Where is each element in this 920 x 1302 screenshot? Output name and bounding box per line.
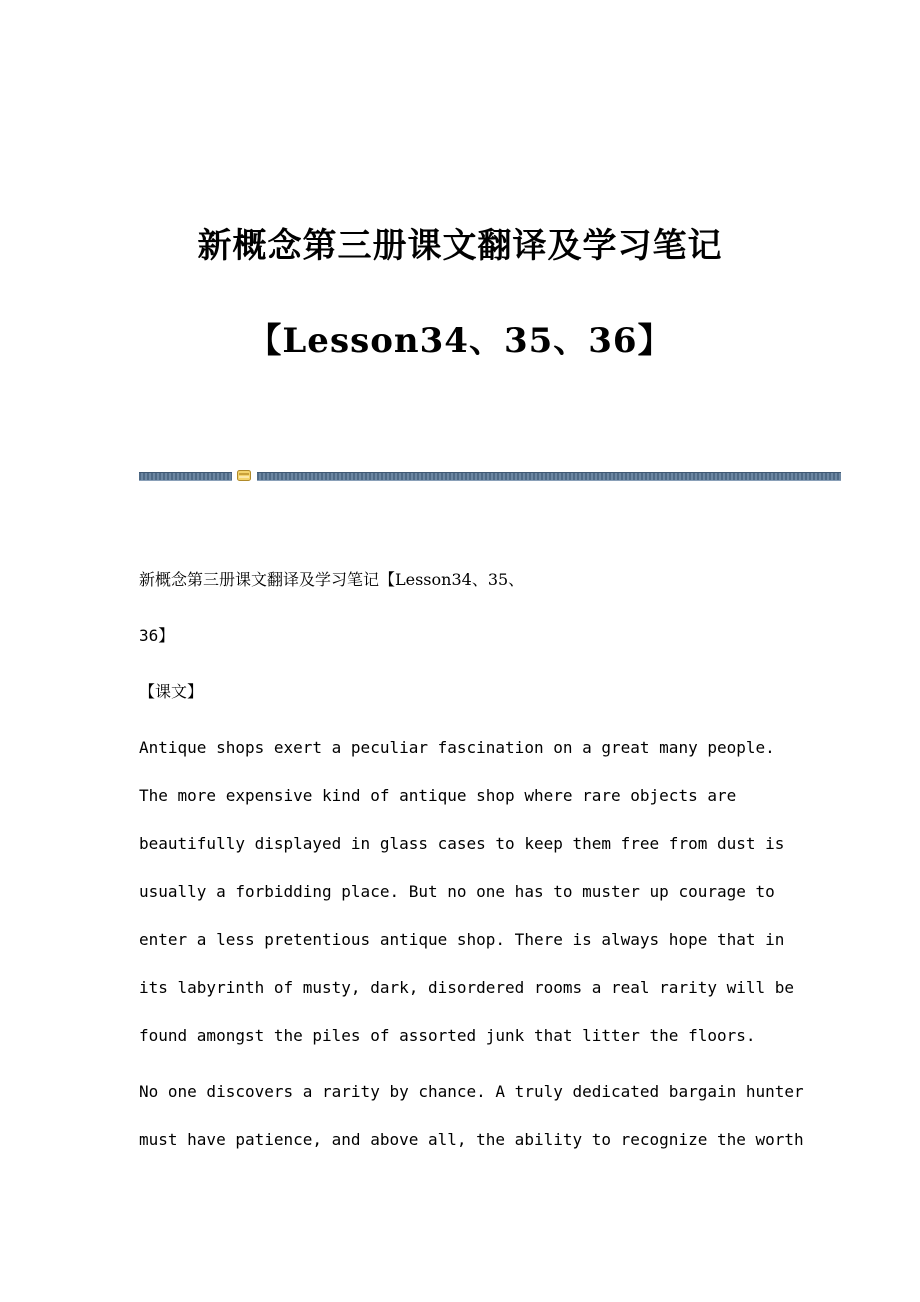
paragraph-2-line: must have patience, and above all, the ability to recognize the worth	[139, 1130, 804, 1149]
paragraph-1-line: usually a forbidding place. But no one has to muster up courage to	[139, 882, 775, 901]
document-title: 新概念第三册课文翻译及学习笔记	[197, 226, 723, 266]
document-title-lesson: 【Lesson34、35、36】	[247, 321, 673, 361]
paragraph-1-line: found amongst the piles of assorted junk that litter the floors.	[139, 1026, 756, 1045]
paragraph-1-line: Antique shops exert a peculiar fascination on a great many people.	[139, 738, 775, 757]
divider-bar-right	[257, 472, 841, 481]
paragraph-2-line: No one discovers a rarity by chance. A truly dedicated bargain hunter	[139, 1082, 804, 1101]
section-heading: 【课文】	[139, 682, 204, 701]
decorative-divider	[139, 470, 841, 482]
paragraph-1-line: beautifully displayed in glass cases to keep them free from dust is	[139, 834, 785, 853]
paragraph-1-line: The more expensive kind of antique shop where rare objects are	[139, 786, 737, 805]
subtitle-line-2: 36】	[139, 626, 175, 645]
paragraph-1-line: its labyrinth of musty, dark, disordered rooms a real rarity will be	[139, 978, 795, 997]
subtitle-line-1: 新概念第三册课文翻译及学习笔记【Lesson34、35、	[139, 570, 525, 589]
divider-bar-left	[139, 472, 232, 481]
paragraph-1-line: enter a less pretentious antique shop. There is always hope that in	[139, 930, 785, 949]
divider-ornament-icon	[237, 470, 251, 481]
